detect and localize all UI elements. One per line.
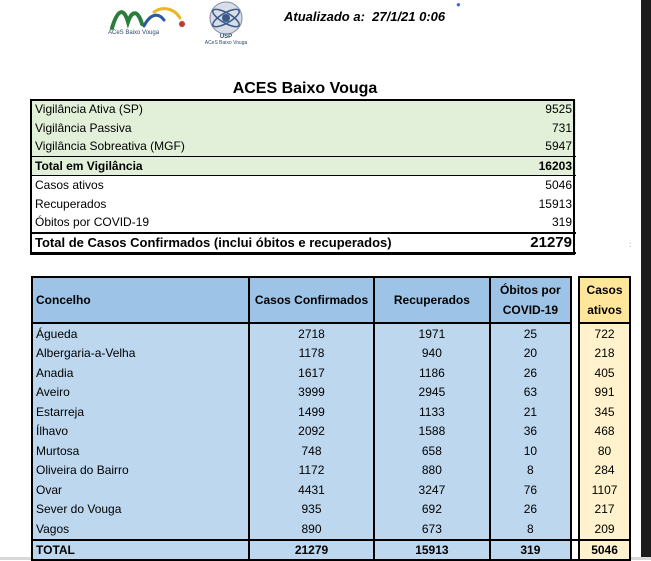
summary-label: Vigilância Ativa (SP) — [31, 100, 511, 119]
cell-concelho: Aveiro — [32, 383, 249, 403]
table-row — [32, 323, 630, 344]
cell-obitos: 319 — [490, 540, 571, 560]
column-gap — [571, 480, 579, 500]
side-mark: : — [629, 240, 632, 249]
aces-logo-mark-icon — [108, 4, 188, 32]
summary-row-vigilancia-ativa — [31, 100, 576, 119]
column-gap — [571, 422, 579, 442]
summary-value: 319 — [551, 215, 572, 230]
cell-recuperados: 1971 — [374, 323, 489, 344]
table-row — [32, 441, 630, 461]
cell-confirmados: 1172 — [249, 461, 374, 481]
updated-timestamp — [284, 9, 445, 24]
summary-row-total-vigilancia — [31, 156, 576, 176]
table-row — [32, 383, 630, 403]
summary-value: 21279 — [511, 233, 576, 254]
cell-confirmados: 21279 — [249, 540, 374, 560]
summary-value: 16203 — [511, 156, 576, 176]
concelho-table-body — [32, 323, 630, 560]
header-obitos — [490, 277, 571, 323]
cell-recuperados: 1588 — [374, 422, 489, 442]
cell-recuperados: 3247 — [374, 480, 489, 500]
cell-obitos: 26 — [490, 500, 571, 520]
cell-recuperados: 1186 — [374, 363, 489, 383]
cell-confirmados: 3999 — [249, 383, 374, 403]
summary-row-recuperados — [31, 195, 576, 214]
cell-confirmados: 2092 — [249, 422, 374, 442]
cell-confirmados: 935 — [249, 500, 374, 520]
summary-table — [31, 100, 576, 254]
cell-ativos: 284 — [579, 461, 630, 481]
cell-obitos: 36 — [490, 422, 571, 442]
header-ativos — [579, 277, 630, 323]
table-row — [32, 519, 630, 540]
summary-value: 9525 — [511, 100, 576, 119]
cell-concelho: Vagos — [32, 519, 249, 540]
summary-value: 5947 — [511, 137, 576, 156]
usp-logo-mark-icon — [198, 0, 254, 40]
column-gap — [571, 441, 579, 461]
cell-obitos: 25 — [490, 323, 571, 344]
cell-confirmados: 2718 — [249, 323, 374, 344]
cell-concelho: Águeda — [32, 323, 249, 344]
dot-mark-icon: ● — [456, 0, 461, 9]
header-concelho: Concelho — [32, 277, 249, 323]
cell-confirmados: 1617 — [249, 363, 374, 383]
header-obitos-line1: Óbitos por — [500, 283, 561, 297]
summary-label: Vigilância Sobreativa (MGF) — [31, 137, 511, 156]
table-row — [32, 480, 630, 500]
column-gap — [571, 540, 579, 560]
cell-recuperados: 1133 — [374, 402, 489, 422]
cell-ativos: 5046 — [579, 540, 630, 560]
cell-confirmados: 890 — [249, 519, 374, 540]
usp-logo — [198, 0, 254, 50]
cell-confirmados: 4431 — [249, 480, 374, 500]
cell-obitos: 21 — [490, 402, 571, 422]
cell-ativos: 218 — [579, 344, 630, 364]
cell-obitos: 10 — [490, 441, 571, 461]
table-row — [32, 363, 630, 383]
cell-concelho: Albergaria-a-Velha — [32, 344, 249, 364]
cell-recuperados: 15913 — [374, 540, 489, 560]
cell-ativos: 991 — [579, 383, 630, 403]
cell-recuperados: 2945 — [374, 383, 489, 403]
updated-label: Atualizado a: — [284, 9, 365, 24]
column-gap — [571, 461, 579, 481]
cell-recuperados: 880 — [374, 461, 489, 481]
summary-label: Total de Casos Confirmados (inclui óbitos e recuperados) — [31, 233, 511, 254]
table-row — [32, 422, 630, 442]
cell-recuperados: 673 — [374, 519, 489, 540]
summary-row-total-confirmados — [31, 233, 576, 254]
column-gap — [571, 344, 579, 364]
summary-value: 5046 — [545, 178, 572, 193]
cell-ativos: 1107 — [579, 480, 630, 500]
cell-concelho: Anadia — [32, 363, 249, 383]
cell-obitos: 8 — [490, 519, 571, 540]
cell-ativos: 209 — [579, 519, 630, 540]
column-gap — [571, 363, 579, 383]
cell-obitos: 26 — [490, 363, 571, 383]
summary-row-casos-ativos — [31, 176, 576, 195]
summary-row-obitos — [31, 213, 576, 233]
cell-obitos: 20 — [490, 344, 571, 364]
cell-concelho: Ílhavo — [32, 422, 249, 442]
header-recuperados: Recuperados — [374, 277, 489, 323]
cell-confirmados: 748 — [249, 441, 374, 461]
table-row — [32, 461, 630, 481]
summary-label: Óbitos por COVID-19 — [35, 215, 150, 230]
summary-value: 15913 — [538, 196, 572, 211]
cell-recuperados: 940 — [374, 344, 489, 364]
summary-row-vigilancia-sobreativa — [31, 137, 576, 156]
aces-logo-text: ACeS Baixo Vouga — [108, 30, 160, 36]
column-gap — [571, 277, 579, 323]
cell-concelho: Murtosa — [32, 441, 249, 461]
page-title: ACES Baixo Vouga — [232, 80, 378, 97]
updated-value: 27/1/21 0:06 — [372, 9, 446, 24]
column-gap — [571, 500, 579, 520]
summary-label: Vigilância Passiva — [31, 119, 511, 138]
cell-obitos: 63 — [490, 383, 571, 403]
usp-logo-text: ACeS Baixo Vouga — [204, 40, 248, 46]
cell-ativos: 468 — [579, 422, 630, 442]
cell-concelho: Oliveira do Bairro — [32, 461, 249, 481]
column-gap — [571, 383, 579, 403]
table-row — [32, 500, 630, 520]
header-confirmados: Casos Confirmados — [249, 277, 374, 323]
summary-row-vigilancia-passiva — [31, 119, 576, 138]
table-header-row — [32, 277, 630, 323]
header-obitos-line2: COVID-19 — [502, 303, 559, 317]
cell-confirmados: 1178 — [249, 344, 374, 364]
cell-confirmados: 1499 — [249, 402, 374, 422]
table-total-row — [32, 540, 630, 560]
header-ativos-line2: ativos — [587, 303, 622, 317]
cell-recuperados: 692 — [374, 500, 489, 520]
summary-label: Total em Vigilância — [31, 156, 511, 176]
cell-obitos: 8 — [490, 461, 571, 481]
column-gap — [571, 402, 579, 422]
cell-concelho: Estarreja — [32, 402, 249, 422]
cell-recuperados: 658 — [374, 441, 489, 461]
cell-obitos: 76 — [490, 480, 571, 500]
header-ativos-line1: Casos — [586, 283, 623, 297]
cell-ativos: 345 — [579, 402, 630, 422]
table-row — [32, 344, 630, 364]
aces-logo — [108, 4, 188, 42]
cell-ativos: 80 — [579, 441, 630, 461]
summary-label: Recuperados — [35, 196, 107, 211]
table-row — [32, 402, 630, 422]
column-gap — [571, 323, 579, 344]
window-frame-right — [641, 0, 651, 560]
usp-logo-mark-text: USP — [219, 34, 233, 40]
cell-ativos: 722 — [579, 323, 630, 344]
cell-ativos: 405 — [579, 363, 630, 383]
concelho-table — [31, 276, 631, 561]
summary-value: 731 — [511, 119, 576, 138]
column-gap — [571, 519, 579, 540]
cell-concelho: Ovar — [32, 480, 249, 500]
cell-concelho: Sever do Vouga — [32, 500, 249, 520]
summary-label: Casos ativos — [35, 178, 104, 193]
cell-ativos: 217 — [579, 500, 630, 520]
cell-concelho: TOTAL — [32, 540, 249, 560]
